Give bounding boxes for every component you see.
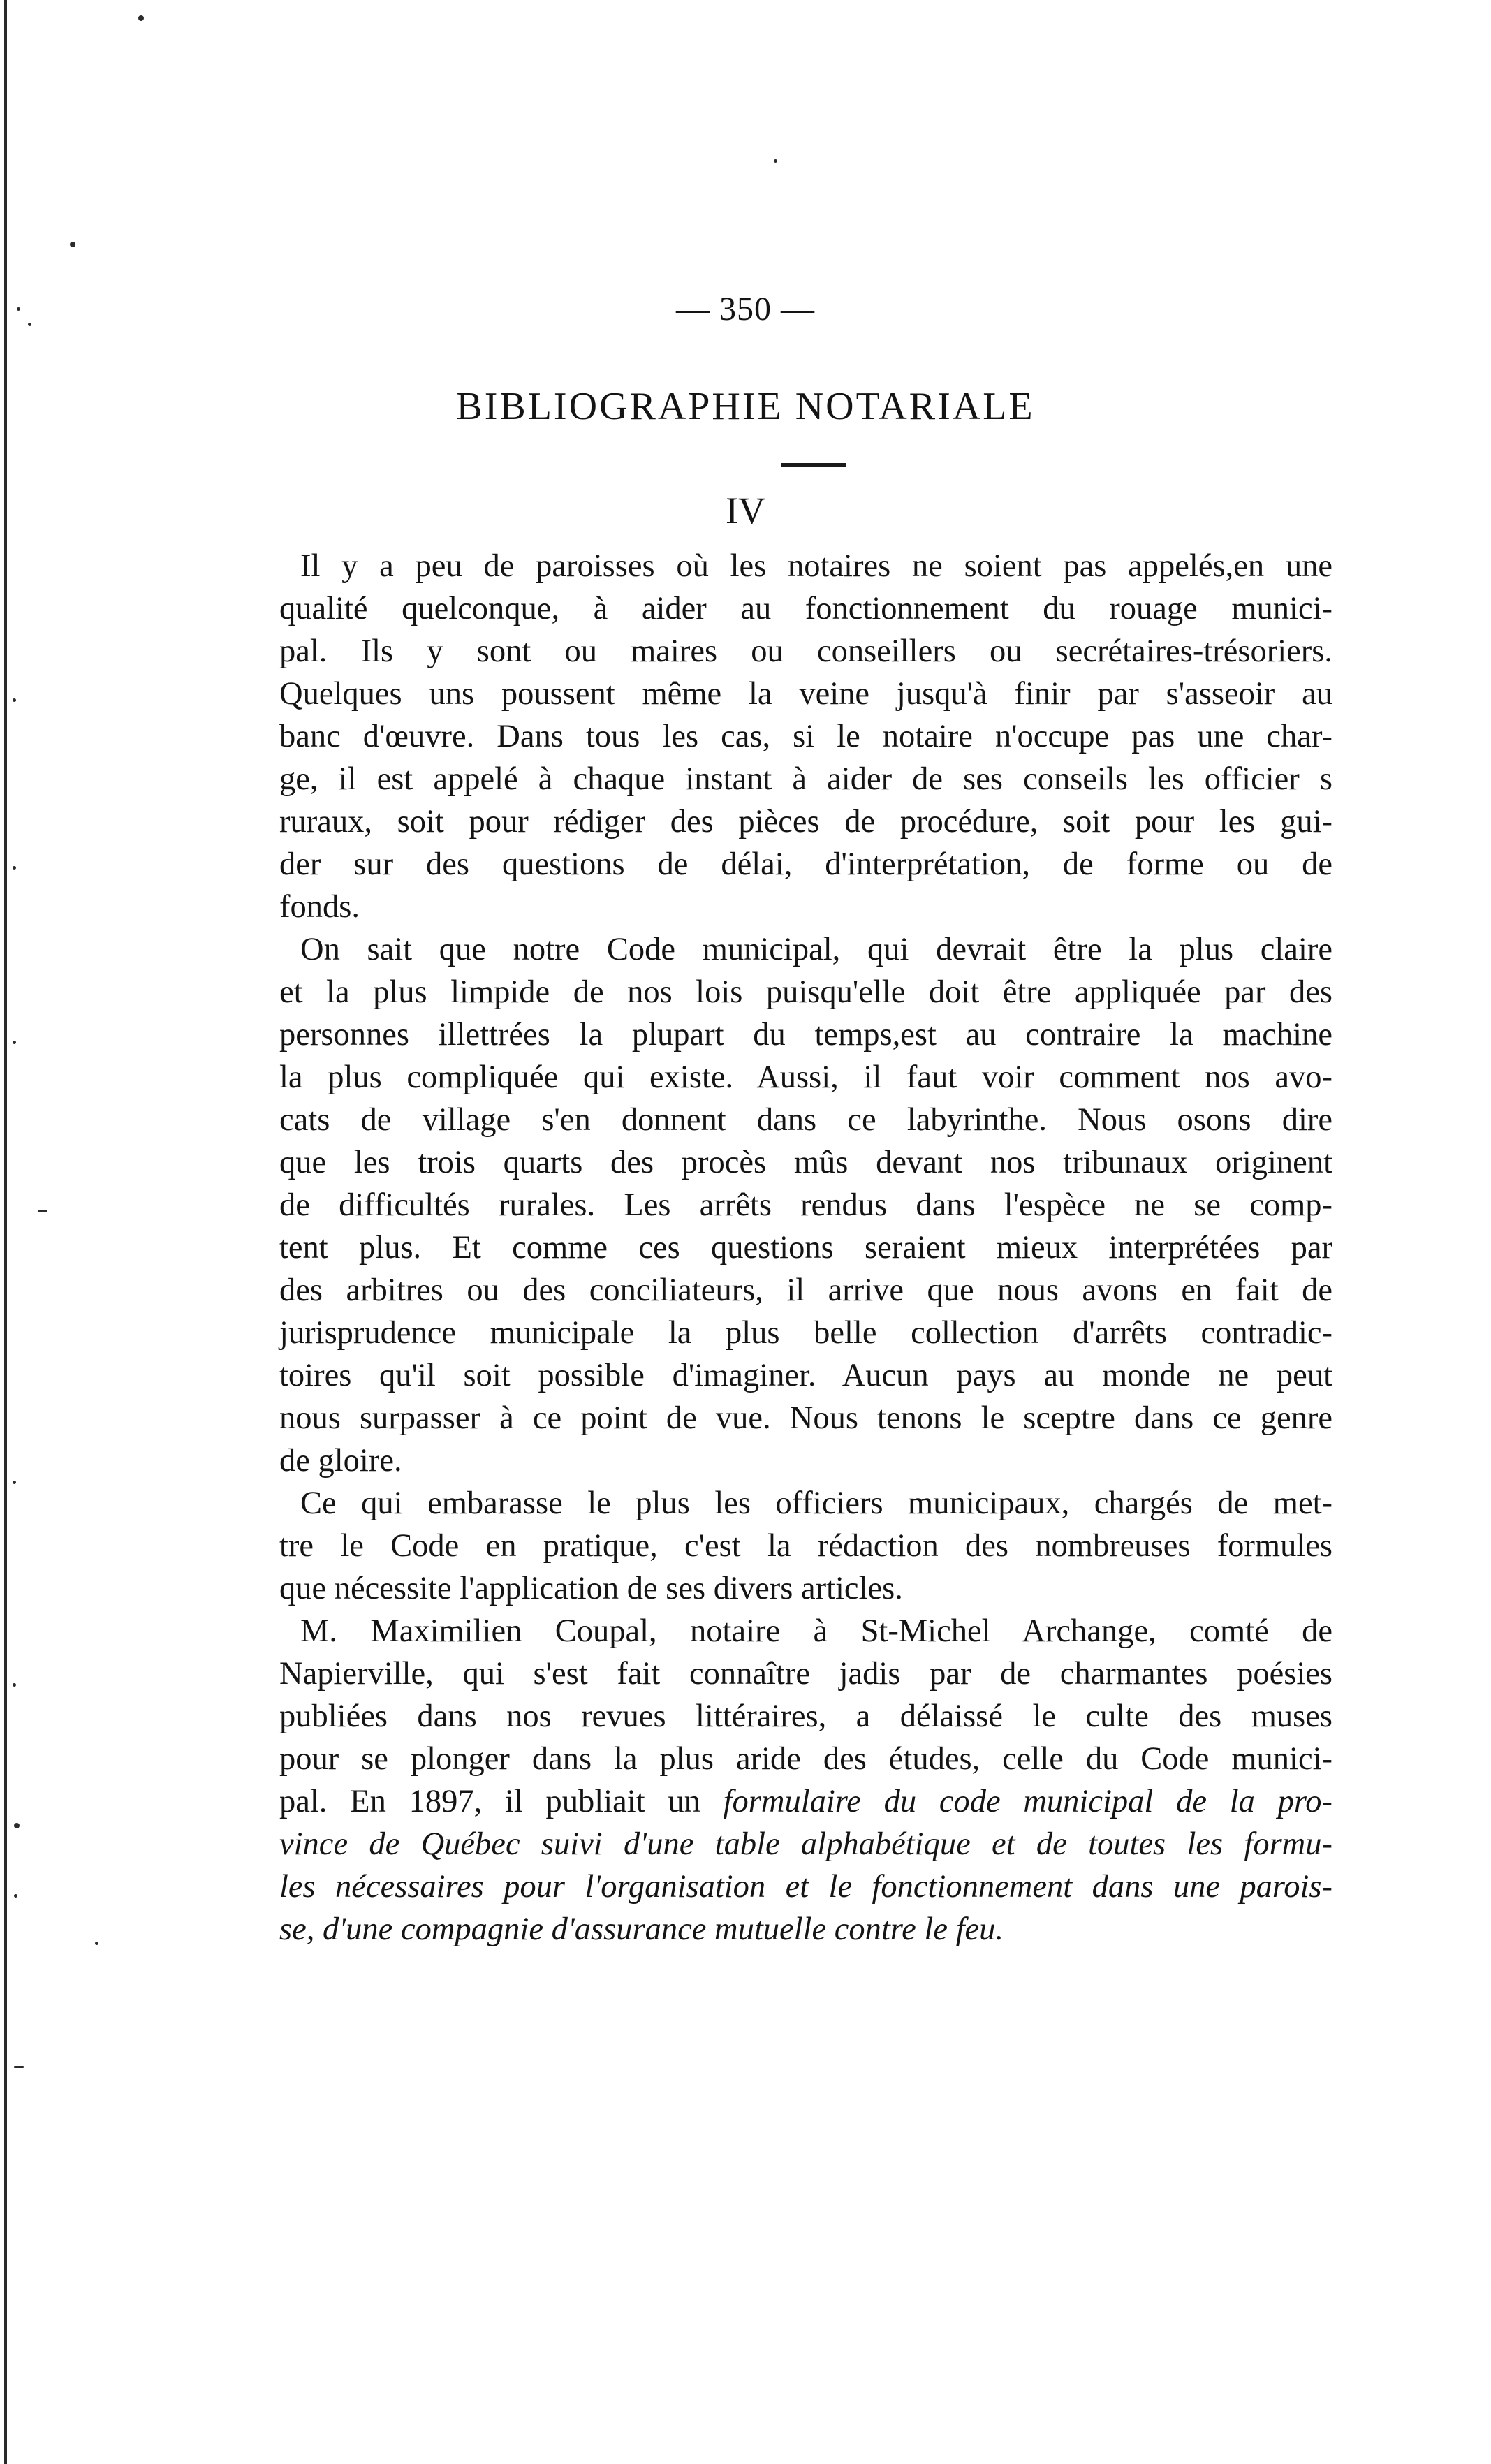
text-line-mixed [279,1780,1332,1823]
ink-speck [13,698,16,702]
text-line: On sait que notre Code municipal, qui devrait être la plus claire [300,932,1332,967]
text-italic: formulaire du code municipal de la pro- [723,1784,1332,1819]
ink-speck [13,866,16,870]
text-line: qualité quelconque, à aider au fonctionnement du rouage munici- [279,591,1332,626]
text-line: toires qu'il soit possible d'imaginer. Aucun pays au monde ne peut [279,1358,1332,1393]
text-line-italic: vince de Québec suivi d'une table alphabétique et de toutes les formu- [279,1826,1332,1862]
text-line: Il y a peu de paroisses où les notaires ne soient pas appelés,en une [300,548,1332,584]
text-line: banc d'œuvre. Dans tous les cas, si le notaire n'occupe pas une char- [279,719,1332,754]
text-line-italic: les nécessaires pour l'organisation et le fonctionnement dans une parois- [279,1869,1332,1905]
text-line: publiées dans nos revues littéraires, a délaissé le culte des muses [279,1699,1332,1734]
text-line: ruraux, soit pour rédiger des pièces de procédure, soit pour les gui- [279,804,1332,839]
text-line: der sur des questions de délai, d'interprétation, de forme ou de [279,846,1332,882]
paragraph-1 [279,545,1332,928]
text-line: que les trois quarts des procès mûs devant nos tribunaux originent [279,1145,1332,1180]
text-roman: pal. En 1897, il publiait un [279,1784,724,1819]
body-text [279,545,1332,1951]
section-title: BIBLIOGRAPHIE NOTARIALE [456,385,1035,428]
page-number: — 350 — [676,291,815,328]
paragraph-2 [279,928,1332,1482]
text-line: Napierville, qui s'est fait connaître jadis par de charmantes poésies [279,1656,1332,1692]
text-line: pal. Ils y sont ou maires ou conseillers ou secrétaires-trésoriers. [279,633,1332,669]
ink-speck [14,1823,20,1828]
ink-speck [138,15,144,21]
text-line: que nécessite l'application de ses divers articles. [279,1571,903,1606]
text-line: Quelques uns poussent même la veine jusqu'à finir par s'asseoir au [279,676,1332,712]
text-line: des arbitres ou des conciliateurs, il arrive que nous avons en fait de [279,1273,1332,1308]
text-line: de difficultés rurales. Les arrêts rendus dans l'espèce ne se comp- [279,1187,1332,1223]
text-line: tre le Code en pratique, c'est la rédaction des nombreuses formules [279,1528,1332,1564]
text-line: la plus compliquée qui existe. Aussi, il faut voir comment nos avo- [279,1059,1332,1095]
text-line: de gloire. [279,1443,402,1479]
ink-speck [70,242,75,247]
ink-speck [95,1942,98,1945]
text-line: M. Maximilien Coupal, notaire à St-Michel Archange, comté de [300,1613,1332,1649]
text-line: fonds. [279,889,360,925]
text-line: ge, il est appelé à chaque instant à aider de ses conseils les officier s [279,761,1332,797]
binding-edge [4,0,7,2464]
paragraph-3 [279,1482,1332,1610]
text-line: tent plus. Et comme ces questions seraient mieux interprétées par [279,1230,1332,1266]
text-line: jurisprudence municipale la plus belle collection d'arrêts contradic- [279,1315,1332,1351]
ink-speck [38,1210,47,1212]
text-line: cats de village s'en donnent dans ce labyrinthe. Nous osons dire [279,1102,1332,1138]
ink-speck [13,1683,16,1687]
text-line: pour se plonger dans la plus aride des études, celle du Code munici- [279,1741,1332,1777]
text-line-italic: se, d'une compagnie d'assurance mutuelle contre le feu. [279,1912,1004,1947]
ink-speck [774,159,777,163]
ink-speck [14,2066,24,2068]
text-line: personnes illettrées la plupart du temps,est au contraire la machine [279,1017,1332,1053]
ink-speck [13,1481,16,1484]
ink-speck [14,1894,17,1898]
text-line: nous surpasser à ce point de vue. Nous tenons le sceptre dans ce genre [279,1400,1332,1436]
text-line: Ce qui embarasse le plus les officiers municipaux, chargés de met- [300,1486,1332,1521]
title-rule [781,463,846,467]
text-line: et la plus limpide de nos lois puisqu'elle doit être appliquée par des [279,974,1332,1010]
ink-speck [13,1041,16,1044]
paragraph-4 [279,1610,1332,1951]
chapter-numeral: IV [726,490,765,531]
